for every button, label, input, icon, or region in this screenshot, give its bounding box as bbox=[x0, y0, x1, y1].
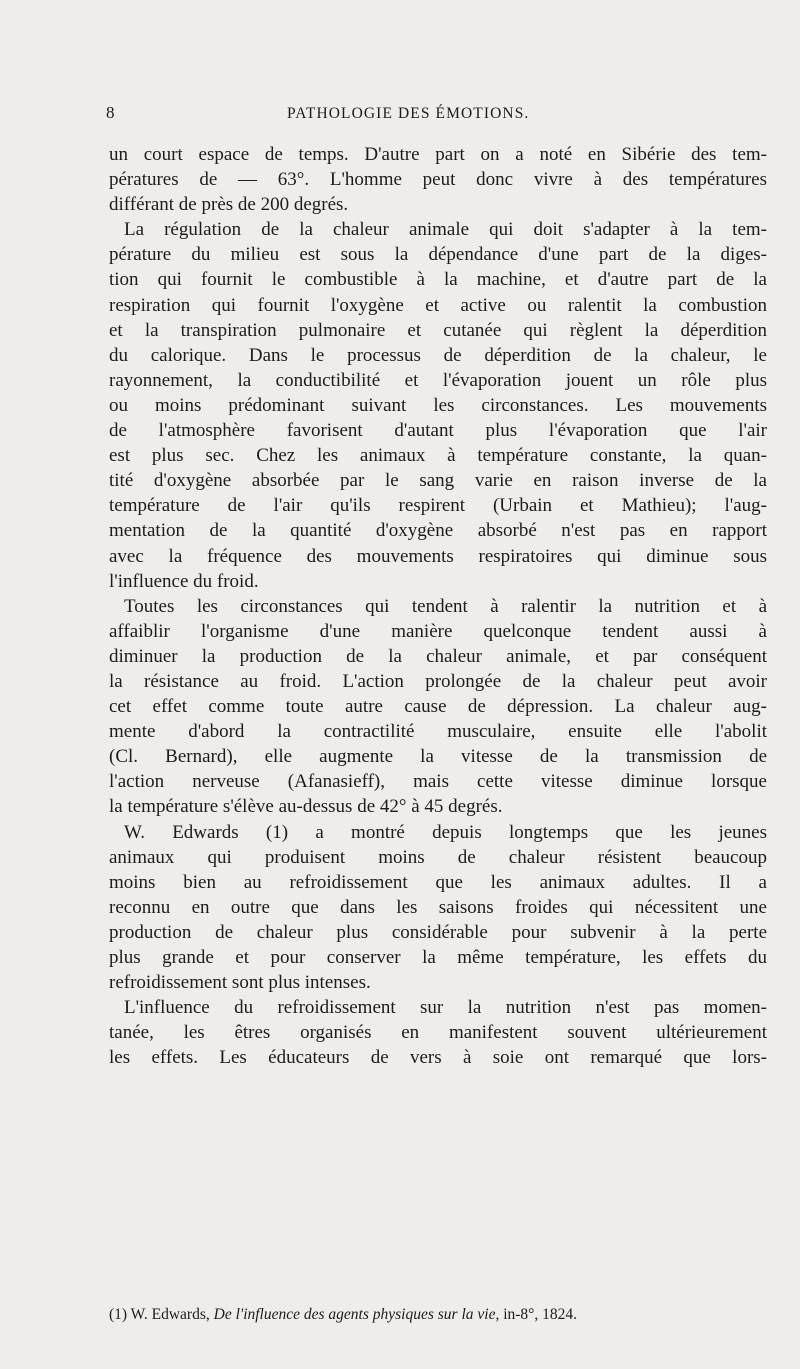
text-line: la température s'élève au-dessus de 42° à 45 degrés. bbox=[109, 796, 503, 818]
text-line: tion qui fournit le combustible à la machine, et d'autre part de la bbox=[109, 269, 767, 291]
text-line: respiration qui fournit l'oxygène et active ou ralentit la combustion bbox=[109, 294, 767, 316]
text-line: moins bien au refroidissement que les animaux adultes. Il a bbox=[109, 871, 767, 893]
text-line: ou moins prédominant suivant les circonstances. Les mouvements bbox=[109, 394, 767, 416]
text-line: W. Edwards (1) a montré depuis longtemps que les jeunes bbox=[124, 821, 767, 843]
text-line: reconnu en outre que dans les saisons froides qui nécessitent une bbox=[109, 896, 767, 918]
running-head bbox=[0, 103, 800, 127]
text-line: l'action nerveuse (Afanasieff), mais cette vitesse diminue lorsque bbox=[109, 771, 767, 793]
text-line: la résistance au froid. L'action prolongée de la chaleur peut avoir bbox=[109, 670, 767, 692]
text-line: différant de près de 200 degrés. bbox=[109, 194, 349, 216]
text-line: rayonnement, la conductibilité et l'évaporation jouent un rôle plus bbox=[109, 369, 767, 391]
text-line: pératures de — 63°. L'homme peut donc vivre à des températures bbox=[109, 169, 767, 191]
text-line: L'influence du refroidissement sur la nutrition n'est pas momen- bbox=[124, 997, 767, 1019]
page-number: 8 bbox=[106, 103, 115, 122]
text-line: affaiblir l'organisme d'une manière quelconque tendent aussi à bbox=[109, 620, 767, 642]
text-line: mente d'abord la contractilité musculaire, ensuite elle l'abolit bbox=[109, 721, 767, 743]
text-line: La régulation de la chaleur animale qui doit s'adapter à la tem- bbox=[124, 219, 767, 241]
text-line: production de chaleur plus considérable pour subvenir à la perte bbox=[109, 921, 767, 943]
footnote-prefix: (1) W. Edwards, bbox=[109, 1306, 214, 1323]
running-title: PATHOLOGIE DES ÉMOTIONS. bbox=[287, 105, 530, 122]
text-line: animaux qui produisent moins de chaleur résistent beaucoup bbox=[109, 846, 767, 868]
text-line: les effets. Les éducateurs de vers à soie ont remarqué que lors- bbox=[109, 1047, 767, 1069]
text-line: Toutes les circonstances qui tendent à ralentir la nutrition et à bbox=[124, 595, 767, 617]
text-line: l'influence du froid. bbox=[109, 570, 259, 592]
text-line: mentation de la quantité d'oxygène absorbé n'est pas en rapport bbox=[109, 520, 767, 542]
text-line: pérature du milieu est sous la dépendance d'une part de la diges- bbox=[109, 244, 767, 266]
text-line: du calorique. Dans le processus de déperdition de la chaleur, le bbox=[109, 344, 767, 366]
footnote bbox=[109, 1305, 769, 1325]
text-line: de l'atmosphère favorisent d'autant plus l'évaporation que l'air bbox=[109, 420, 767, 442]
text-line: température de l'air qu'ils respirent (Urbain et Mathieu); l'aug- bbox=[109, 495, 767, 517]
text-line: refroidissement sont plus intenses. bbox=[109, 972, 371, 994]
text-line: plus grande et pour conserver la même température, les effets du bbox=[109, 947, 767, 968]
footnote-suffix: , in-8°, 1824. bbox=[495, 1306, 577, 1323]
footnote-cited-title: De l'influence des agents physiques sur la vie bbox=[213, 1306, 496, 1323]
text-line: et la transpiration pulmonaire et cutanée qui règlent la déperdition bbox=[109, 319, 767, 341]
text-line: avec la fréquence des mouvements respiratoires qui diminue sous bbox=[109, 545, 767, 567]
text-line: un court espace de temps. D'autre part on a noté en Sibérie des tem- bbox=[109, 144, 767, 165]
text-line: tité d'oxygène absorbée par le sang varie en raison inverse de la bbox=[109, 470, 767, 492]
text-line: diminuer la production de la chaleur animale, et par conséquent bbox=[109, 645, 767, 667]
text-line: cet effet comme toute autre cause de dépression. La chaleur aug- bbox=[109, 696, 767, 718]
text-line: tanée, les êtres organisés en manifestent souvent ultérieurement bbox=[109, 1022, 767, 1044]
text-line: (Cl. Bernard), elle augmente la vitesse de la transmission de bbox=[109, 746, 767, 768]
text-line: est plus sec. Chez les animaux à température constante, la quan- bbox=[109, 445, 767, 467]
body-text bbox=[109, 142, 767, 1070]
